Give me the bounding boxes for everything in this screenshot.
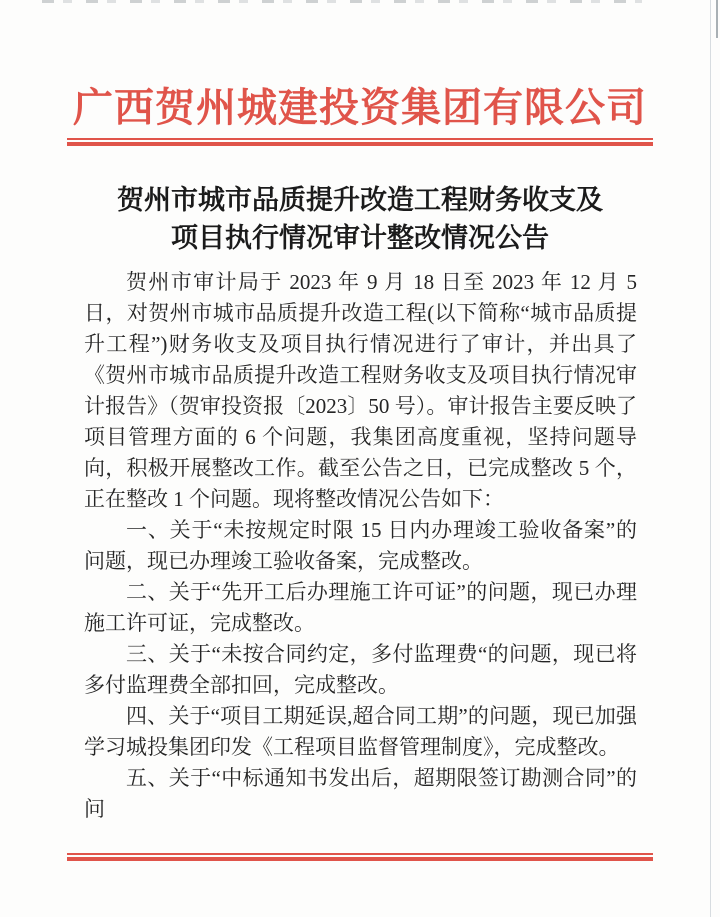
paragraph-intro: 贺州市审计局于 2023 年 9 月 18 日至 2023 年 12 月 5 日，对贺州市城市品质提升改造工程(以下简称“城市品质提升工程”)财务收支及项目执行情况进行了审计，并出具了《贺州市城市品质提升改造工程财务收支及项目执行情况审计报告》（贺审投资报〔2023〕50 号）。审计报告主要反映了项目管理方面的 6 个问题，我集团高度重视，坚持问题导向，积极开展整改工作。截至公告之日，已完成整改 5 个，正在整改 1 个问题。现将整改情况公告如下： <box>84 270 637 511</box>
paragraph-item-5-truncated: 五、关于“中标通知书发出后，超期限签订勘测合同”的问 <box>84 766 637 821</box>
footer-double-rule <box>67 853 653 861</box>
scan-right-edge-shadow <box>716 0 718 38</box>
letterhead <box>0 84 720 132</box>
rule-thick-line <box>67 142 653 146</box>
scan-top-edge-artifact <box>42 0 642 3</box>
paragraph-item-2: 二、关于“先开工后办理施工许可证”的问题，现已办理施工许可证，完成整改。 <box>84 580 637 635</box>
paragraph-item-4: 四、关于“项目工期延误,超合同工期”的问题，现已加强学习城投集团印发《工程项目监督管理制度》，完成整改。 <box>84 704 637 759</box>
paragraph-item-3: 三、关于“未按合同约定，多付监理费“的问题，现已将多付监理费全部扣回，完成整改。 <box>84 642 637 697</box>
paragraph-item-1: 一、关于“未按规定时限 15 日内办理竣工验收备案”的问题，现已办理竣工验收备案，完成整改。 <box>84 518 637 573</box>
document-title-line2: 项目执行情况审计整改情况公告 <box>171 223 549 253</box>
document-title <box>60 181 660 257</box>
document-title-line1: 贺州市城市品质提升改造工程财务收支及 <box>117 185 603 215</box>
document-body <box>84 267 637 825</box>
rule-thick-line <box>67 857 653 861</box>
letterhead-org-name: 广西贺州城建投资集团有限公司 <box>73 85 647 130</box>
scan-right-edge-line <box>710 0 711 917</box>
letterhead-double-rule <box>67 138 653 146</box>
